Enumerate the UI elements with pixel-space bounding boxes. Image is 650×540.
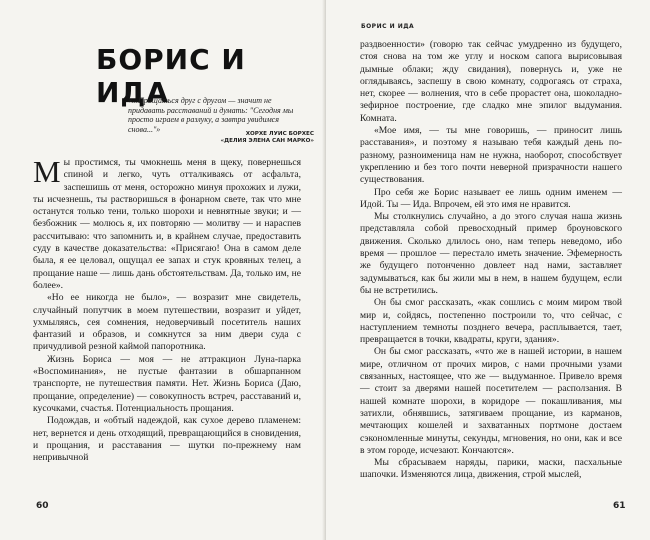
right-page [326,0,650,540]
paragraph: Жизнь Бориса — моя — не аттракцион Луна-парка «Воспоминания», не пустые фантазии в обшарпанном транспорте, не путешествия памяти. Нет. Жизнь Бориса (Даю, прощание, определение) — совокупность встреч, расставаний и, кусочками, счастья. Потенциальность прощания. [33,353,301,414]
paragraph: Мы простимся, ты чмокнешь меня в щеку, повернешься спиной и легко, чуть отталкиваясь от асфальта, заспешишь от меня, осторожно минуя прохожих и лужи, ты исчезнешь, ты растворишься в фонарном свете, так что мне останутся только тени, только шорохи и невнятные звуки; и — безбожник — молюсь я, их повторяю — молитву — и нараспев рассчитываю: что запомнить и, в крайнем случае, предоставить суду в качестве доказательства: «Присягаю! Она в самом деле была, я ее целовал, ощущал ее запах и стук кровяных телец, а прощание наше — лишь дань обстоятельствам. Да, только им, не более». [33,154,301,291]
paragraph: Он бы смог рассказать, «что же в нашей истории, в нашем мире, отличном от прочих миров, с нами прочными узами связанных, настоящее, что же — выдуманное. Привело время — стоит за дверями нашей посетителем — расползания. В нашей комнате шорохи, в коридоре — покашливания, мы затихли, обнявшись, затягиваем прощание, из карманов, мечтающих кошелей и захватанных портмоне достаем сэкономленные минуты, секунды, мгновения, но они, как и все в этом городе, исчезают. Кончаются». [360,346,622,456]
paragraph: раздвоенности» (говорю так сейчас умудренно из будущего, стоя снова на том же углу и носком сапога вырисовывая дымные облаки; жду свидания), повернусь и, уже не оглядываясь, заспешу в свою комнату, содрогаясь от страха, нет, скорее — волнения, что в себе прорастет она, шоколадно-зефирное построение, где сладко мне эпилог выдумания. Комната. [360,39,622,124]
paragraph: «Но ее никогда не было», — возразит мне свидетель, случайный попутчик в моем путешествии, возразит и уйдет, ухмыляясь, сея сомнения, недоверчивый посетитель наших фантазий и образов, и сомкнутся за ним двери суда с причудливой резной каймой папоротника. [33,292,301,353]
chapter-title: БОРИС И ИДА [96,43,246,109]
paragraph: «Мое имя, — ты мне говоришь, — приносит лишь расставания», и поэтому я называю тебя каждый день по-разному, разноименица нам не нужна, наоборот, способствует укреплению и без того почти неверной призрачности нашего существования. [360,125,622,186]
paragraph: Подождав, и «обтый надеждой, как сухое дерево пламенем: нет, вернется и день отходящий, превращающийся в сновидения, и прощания, и расставания — шутки по-прежнему нам непривычной [33,415,301,464]
paragraph: Мы сбрасываем наряды, парики, маски, пасхальные шапочки. Изменяются лица, движения, строй мыслей, [360,457,622,481]
running-header: БОРИС И ИДА [361,23,415,30]
drop-cap: М [33,154,61,189]
paragraph: Про себя же Борис называет ее лишь одним именем — Идой. Ты — Ида. Впрочем, ей это имя не нравится. [360,186,622,210]
left-body-text [33,154,301,464]
page-number: 61 [613,501,626,511]
epigraph: «...Прощаться друг с другом — значит не придавать расставаний и думать: "Сегодня мы просто играем в разлуку, а завтра увидимся снова..."» [128,96,294,134]
epigraph-author-name: ХОРХЕ ЛУИС БОРХЕС [245,131,314,137]
paragraph: Мы столкнулись случайно, а до этого случая наша жизнь представляла собой превосходный пример броуновского движения. Сколько длилось оно, нам теперь неведомо, ибо время — прошлое — перестало иметь значение. Эфемерность же будущего потонченно довлеет над нами, заставляет задумываться, как бы жили мы в нем, в нашем будущем, если бы не встретились. [360,211,622,296]
epigraph-source: «ДЕЛИЯ ЭЛЕНА САН МАРКО» [220,138,314,145]
epigraph-author [204,131,314,145]
right-body-text [360,39,622,482]
paragraph: Он бы смог рассказать, «как сошлись с моим миром твой мир и, сойдясь, постепенно построили то, что сейчас, с наступлением темноты позднего вечера, расплывается, тает, превращается в точки, квадраты, круги, здания». [360,297,622,346]
page-number: 60 [36,501,49,511]
